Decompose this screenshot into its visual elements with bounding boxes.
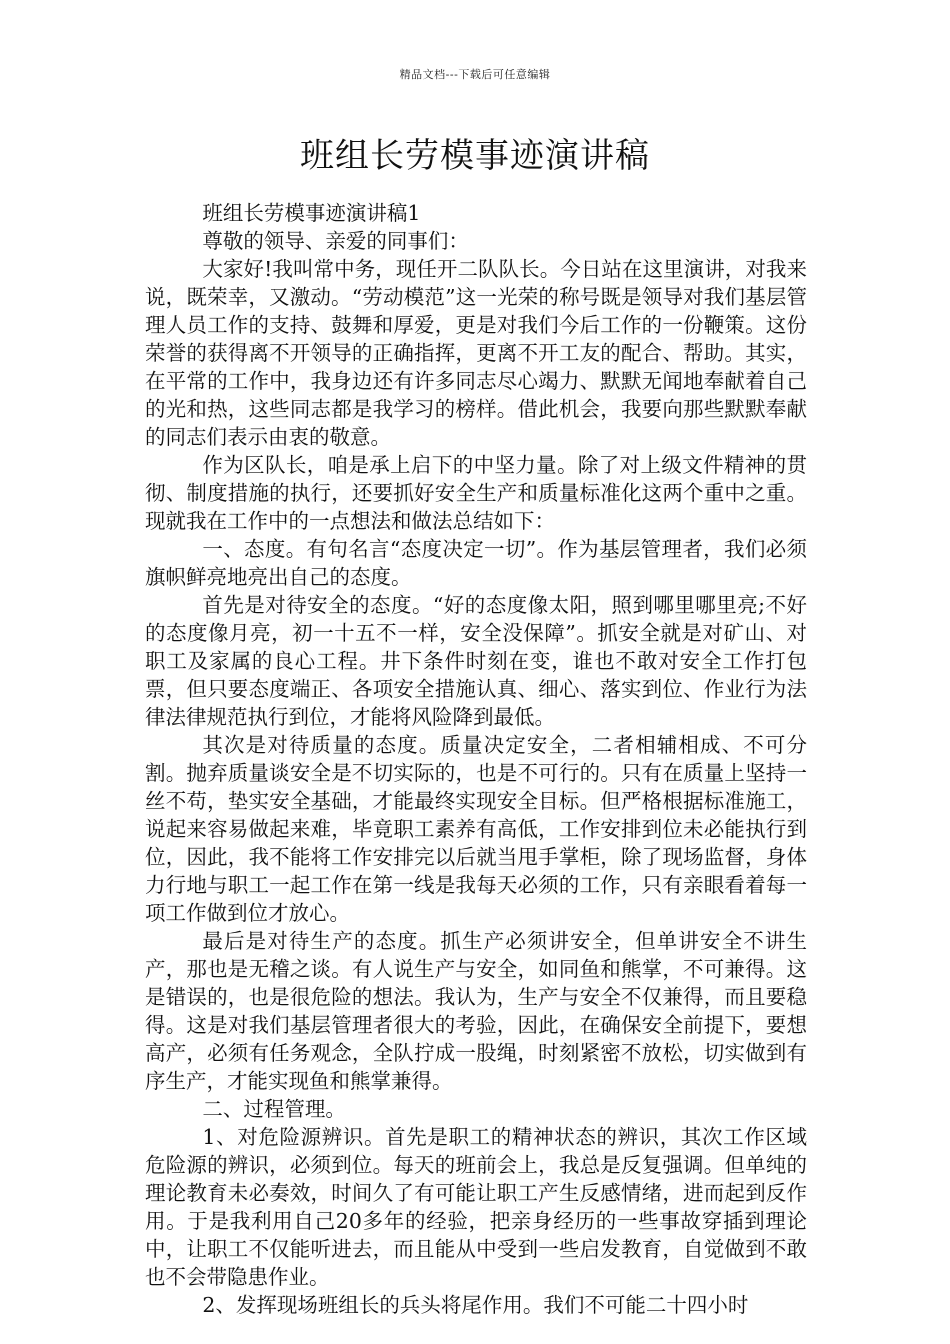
paragraph-salutation: 尊敬的领导、亲爱的同事们： <box>202 229 469 253</box>
header-note: 精品文档---下载后可任意编辑 <box>399 68 551 81</box>
paragraph-safety: 首先是对待安全的态度。“好的态度像太阳，照到哪里哪里亮;不好的态度像月亮，初一十五不一样，安全没保障”。抓安全就是对矿山、对职工及家属的良心工程。井下条件时刻在变，谁也不敢对安全工作打包票，但只要态度端正、各项安全措施认真、细心、落实到位、作业行为法律法律规范执行到位，才能将风险降到最低。 <box>145 593 807 729</box>
paragraph-production: 最后是对待生产的态度。抓生产必须讲安全，但单讲安全不讲生产，那也是无稽之谈。有人说生产与安全，如同鱼和熊掌，不可兼得。这是错误的，也是很危险的想法。我认为，生产与安全不仅兼得，而且要稳得。这是对我们基层管理者很大的考验，因此，在确保安全前提下，要想高产，必须有任务观念，全队拧成一股绳，时刻紧密不放松，切实做到有序生产，才能实现鱼和熊掌兼得。 <box>145 929 807 1093</box>
document-title: 班组长劳模事迹演讲稿 <box>300 136 650 176</box>
paragraph-hazard: 1、对危险源辨识。首先是职工的精神状态的辨识，其次工作区域危险源的辨识，必须到位。每天的班前会上，我总是反复强调。但单纯的理论教育未必奏效，时间久了有可能让职工产生反感情绪，进而起到反作用。于是我利用自己20多年的经验，把亲身经历的一些事故穿插到理论中，让职工不仅能听进去，而且能从中受到一些启发教育，自觉做到不敢也不会带隐患作业。 <box>145 1125 807 1289</box>
paragraph-process-heading: 二、过程管理。 <box>202 1097 346 1121</box>
paragraph-greeting: 大家好!我叫常中务，现任开二队队长。今日站在这里演讲，对我来说，既荣幸，又激动。“劳动模范”这一光荣的称号既是领导对我们基层管理人员工作的支持、鼓舞和厚爱，更是对我们今后工作的一份鞭策。这份荣誉的获得离不开领导的正确指挥，更离不开工友的配合、帮助。其实，在平常的工作中，我身边还有许多同志尽心竭力、默默无闻地奉献着自己的光和热，这些同志都是我学习的榜样。借此机会，我要向那些默默奉献的同志们表示由衷的敬意。 <box>145 257 807 449</box>
paragraph-subtitle: 班组长劳模事迹演讲稿1 <box>202 201 421 225</box>
paragraph-role: 作为区队长，咱是承上启下的中坚力量。除了对上级文件精神的贯彻、制度措施的执行，还要抓好安全生产和质量标准化这两个重中之重。现就我在工作中的一点想法和做法总结如下： <box>145 453 807 533</box>
paragraph-attitude: 一、态度。有句名言“态度决定一切”。作为基层管理者，我们必须旗帜鲜亮地亮出自己的态度。 <box>145 537 807 589</box>
paragraph-team-leader: 2、发挥现场班组长的兵头将尾作用。我们不可能二十四小时 <box>202 1293 749 1317</box>
paragraph-quality: 其次是对待质量的态度。质量决定安全，二者相辅相成、不可分割。抛弃质量谈安全是不切实际的，也是不可行的。只有在质量上坚持一丝不苟，垫实安全基础，才能最终实现安全目标。但严格根据标准施工，说起来容易做起来难，毕竟职工素养有高低，工作安排到位未必能执行到位，因此，我不能将工作安排完以后就当甩手掌柜，除了现场监督，身体力行地与职工一起工作在第一线是我每天必须的工作，只有亲眼看着每一项工作做到位才放心。 <box>145 733 807 925</box>
document-body <box>145 199 807 1319</box>
